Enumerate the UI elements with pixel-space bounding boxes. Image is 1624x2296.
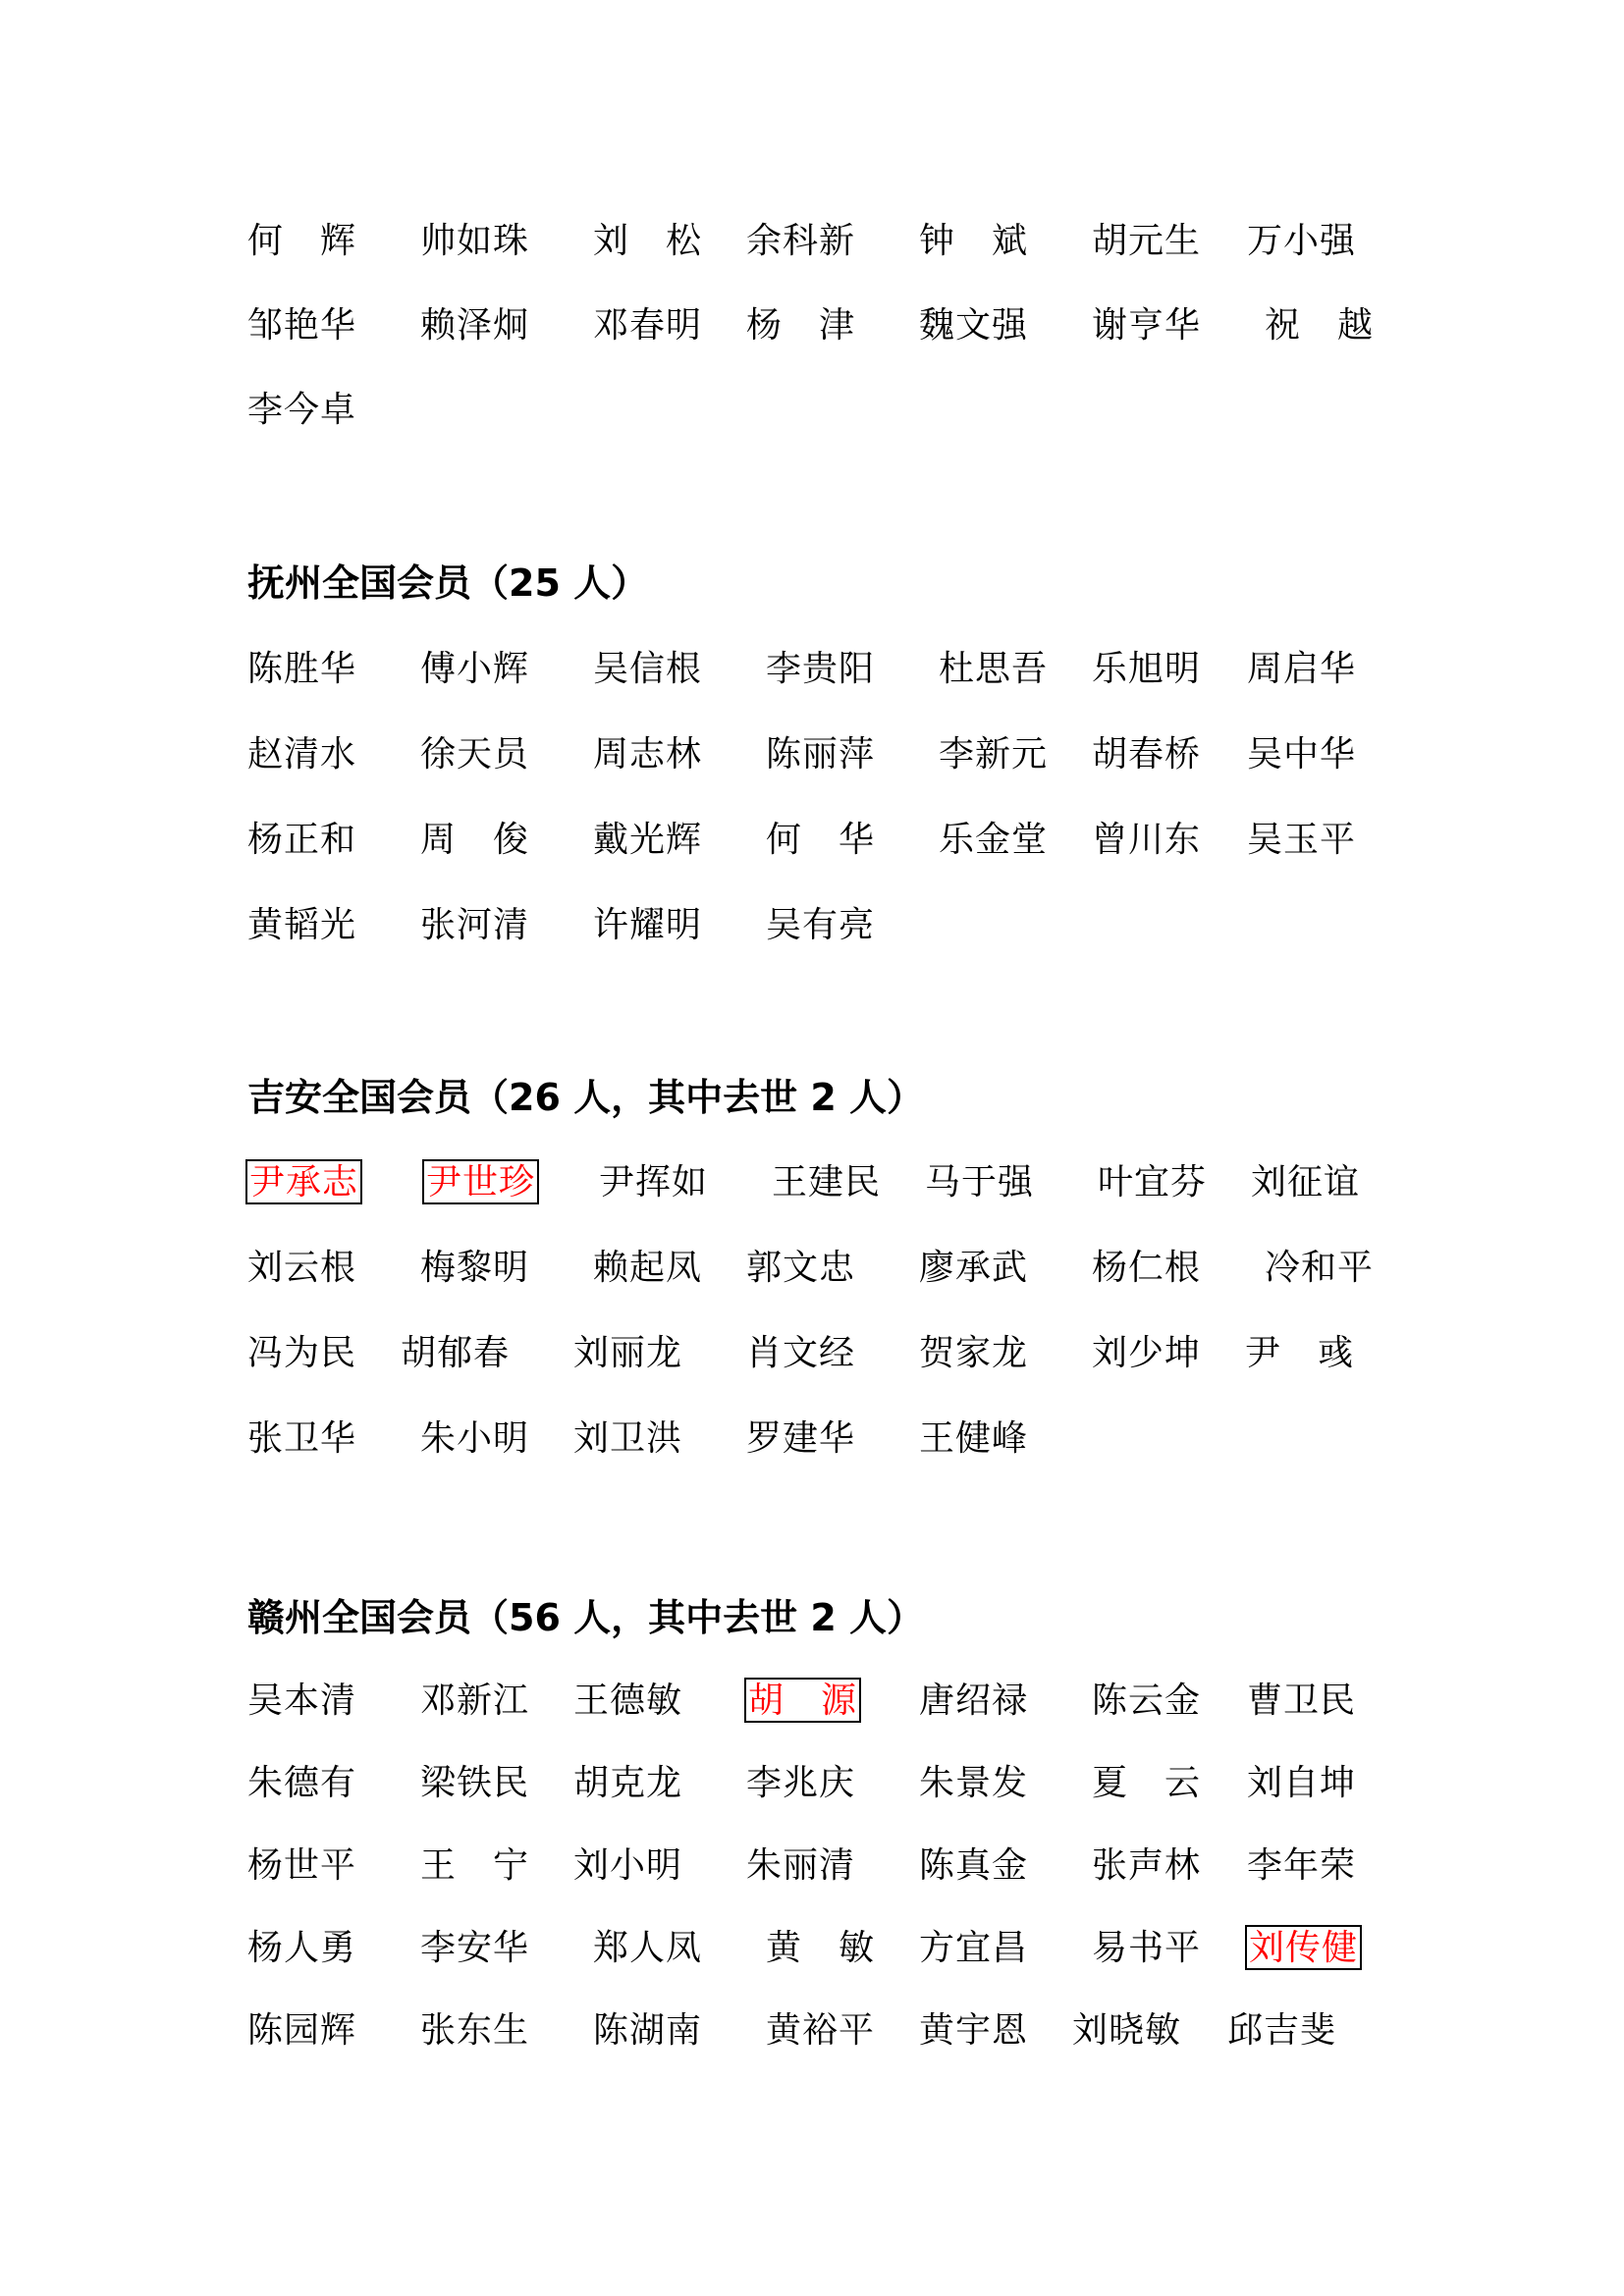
- member-name: 张声林: [1092, 1845, 1202, 1886]
- member-name: 何 华: [766, 820, 876, 860]
- member-name: 胡克龙: [573, 1763, 683, 1803]
- member-name: 罗建华: [746, 1418, 856, 1459]
- member-name: 赖泽炯: [420, 305, 530, 346]
- member-name: 钟 斌: [919, 221, 1029, 261]
- member-name: 李新元: [939, 734, 1049, 774]
- member-name: 陈园辉: [247, 2010, 357, 2051]
- member-name: 许耀明: [593, 905, 703, 945]
- member-name: 张东生: [420, 2010, 530, 2051]
- member-name: 吴本清: [247, 1681, 357, 1721]
- member-name: 李今卓: [247, 390, 357, 430]
- member-name: 张河清: [420, 905, 530, 945]
- member-name: 黄宇恩: [919, 2010, 1029, 2051]
- member-name: 梁铁民: [420, 1763, 530, 1803]
- member-name: 贺家龙: [919, 1333, 1029, 1373]
- name-row: [0, 725, 1624, 784]
- member-name: 肖文经: [746, 1333, 856, 1373]
- name-row: [0, 1153, 1624, 1212]
- member-name: 刘丽龙: [573, 1333, 683, 1373]
- member-name: 郭文忠: [746, 1248, 856, 1288]
- member-name: 谢亨华: [1092, 305, 1202, 346]
- member-name: 冷和平: [1265, 1248, 1375, 1288]
- member-name: 赖起凤: [593, 1248, 703, 1288]
- member-name: 余科新: [746, 221, 856, 261]
- member-name: 杨仁根: [1092, 1248, 1202, 1288]
- member-name: 黄 敏: [766, 1928, 876, 1968]
- member-name: 杨正和: [247, 820, 357, 860]
- section-heading-jian: 吉安全国会员（26 人，其中去世 2 人）: [247, 1076, 925, 1119]
- member-name-deceased: 尹承志: [245, 1159, 362, 1204]
- member-name: 方宜昌: [919, 1928, 1029, 1968]
- member-name: 万小强: [1247, 221, 1357, 261]
- member-name: 李年荣: [1247, 1845, 1357, 1886]
- member-name: 黄裕平: [766, 2010, 876, 2051]
- member-name: 朱小明: [420, 1418, 530, 1459]
- member-name: 周 俊: [420, 820, 530, 860]
- member-name: 刘晓敏: [1072, 2010, 1182, 2051]
- member-name: 邓春明: [593, 305, 703, 346]
- member-name: 刘征谊: [1251, 1162, 1361, 1202]
- member-name: 乐金堂: [939, 820, 1049, 860]
- name-row: [0, 1672, 1624, 1731]
- member-name-deceased: 尹世珍: [422, 1159, 539, 1204]
- member-name: 杨 津: [746, 305, 856, 346]
- member-name: 陈真金: [919, 1845, 1029, 1886]
- member-name: 周启华: [1247, 649, 1357, 689]
- member-name: 朱丽清: [746, 1845, 856, 1886]
- member-name: 唐绍禄: [919, 1681, 1029, 1721]
- member-name: 徐天员: [420, 734, 530, 774]
- member-name: 胡元生: [1092, 221, 1202, 261]
- member-name: 帅如珠: [420, 221, 530, 261]
- name-row: [0, 1754, 1624, 1813]
- member-name: 廖承武: [919, 1248, 1029, 1288]
- member-name: 乐旭明: [1092, 649, 1202, 689]
- member-name: 吴中华: [1247, 734, 1357, 774]
- name-row: [0, 811, 1624, 870]
- member-name: 杨世平: [247, 1845, 357, 1886]
- member-name: 王建民: [772, 1162, 882, 1202]
- member-name: 戴光辉: [593, 820, 703, 860]
- member-name: 尹 彧: [1245, 1333, 1355, 1373]
- member-name: 张卫华: [247, 1418, 357, 1459]
- member-name: 夏 云: [1092, 1763, 1202, 1803]
- member-name: 郑人凤: [593, 1928, 703, 1968]
- member-name-deceased: 胡 源: [744, 1678, 861, 1723]
- member-name: 李兆庆: [746, 1763, 856, 1803]
- name-row: [0, 1837, 1624, 1896]
- name-row: [0, 1324, 1624, 1383]
- member-name: 李贵阳: [766, 649, 876, 689]
- member-name: 魏文强: [919, 305, 1029, 346]
- member-name: 杜思吾: [939, 649, 1049, 689]
- member-name: 刘云根: [247, 1248, 357, 1288]
- name-row: [0, 381, 1624, 440]
- section-heading-fuzhou: 抚州全国会员（25 人）: [247, 561, 649, 605]
- member-name: 冯为民: [247, 1333, 357, 1373]
- member-name: 何 辉: [247, 221, 357, 261]
- name-row: [0, 1410, 1624, 1468]
- member-name: 陈丽萍: [766, 734, 876, 774]
- name-row: [0, 640, 1624, 699]
- member-name: 李安华: [420, 1928, 530, 1968]
- member-name: 曹卫民: [1247, 1681, 1357, 1721]
- section-heading-ganzhou: 赣州全国会员（56 人，其中去世 2 人）: [247, 1596, 925, 1639]
- member-name: 易书平: [1092, 1928, 1202, 1968]
- member-name: 陈云金: [1092, 1681, 1202, 1721]
- member-name: 祝 越: [1265, 305, 1375, 346]
- member-name: 吴信根: [593, 649, 703, 689]
- name-row: [0, 1919, 1624, 1978]
- member-name: 朱景发: [919, 1763, 1029, 1803]
- member-name: 陈湖南: [593, 2010, 703, 2051]
- name-row: [0, 212, 1624, 271]
- member-name: 王 宁: [420, 1845, 530, 1886]
- name-row: [0, 1239, 1624, 1298]
- member-name: 曾川东: [1092, 820, 1202, 860]
- member-name: 吴玉平: [1247, 820, 1357, 860]
- name-row: [0, 2002, 1624, 2060]
- member-name: 傅小辉: [420, 649, 530, 689]
- member-name: 刘卫洪: [573, 1418, 683, 1459]
- member-name: 陈胜华: [247, 649, 357, 689]
- member-name: 周志林: [593, 734, 703, 774]
- name-row: [0, 896, 1624, 955]
- member-name: 黄韬光: [247, 905, 357, 945]
- member-name: 刘小明: [573, 1845, 683, 1886]
- member-name: 吴有亮: [766, 905, 876, 945]
- member-name: 邓新江: [420, 1681, 530, 1721]
- member-name: 叶宜芬: [1098, 1162, 1208, 1202]
- member-name: 刘少坤: [1092, 1333, 1202, 1373]
- member-name: 朱德有: [247, 1763, 357, 1803]
- member-name: 王健峰: [919, 1418, 1029, 1459]
- member-name: 杨人勇: [247, 1928, 357, 1968]
- member-name: 胡春桥: [1092, 734, 1202, 774]
- member-name: 胡郁春: [401, 1333, 511, 1373]
- member-name: 尹挥如: [599, 1162, 709, 1202]
- member-name-deceased: 刘传健: [1245, 1925, 1362, 1970]
- member-name: 王德敏: [573, 1681, 683, 1721]
- member-name: 刘 松: [593, 221, 703, 261]
- member-name: 刘自坤: [1247, 1763, 1357, 1803]
- member-name: 马于强: [925, 1162, 1035, 1202]
- member-name: 邱吉斐: [1227, 2010, 1337, 2051]
- member-name: 赵清水: [247, 734, 357, 774]
- member-name: 邹艳华: [247, 305, 357, 346]
- member-name: 梅黎明: [420, 1248, 530, 1288]
- name-row: [0, 296, 1624, 355]
